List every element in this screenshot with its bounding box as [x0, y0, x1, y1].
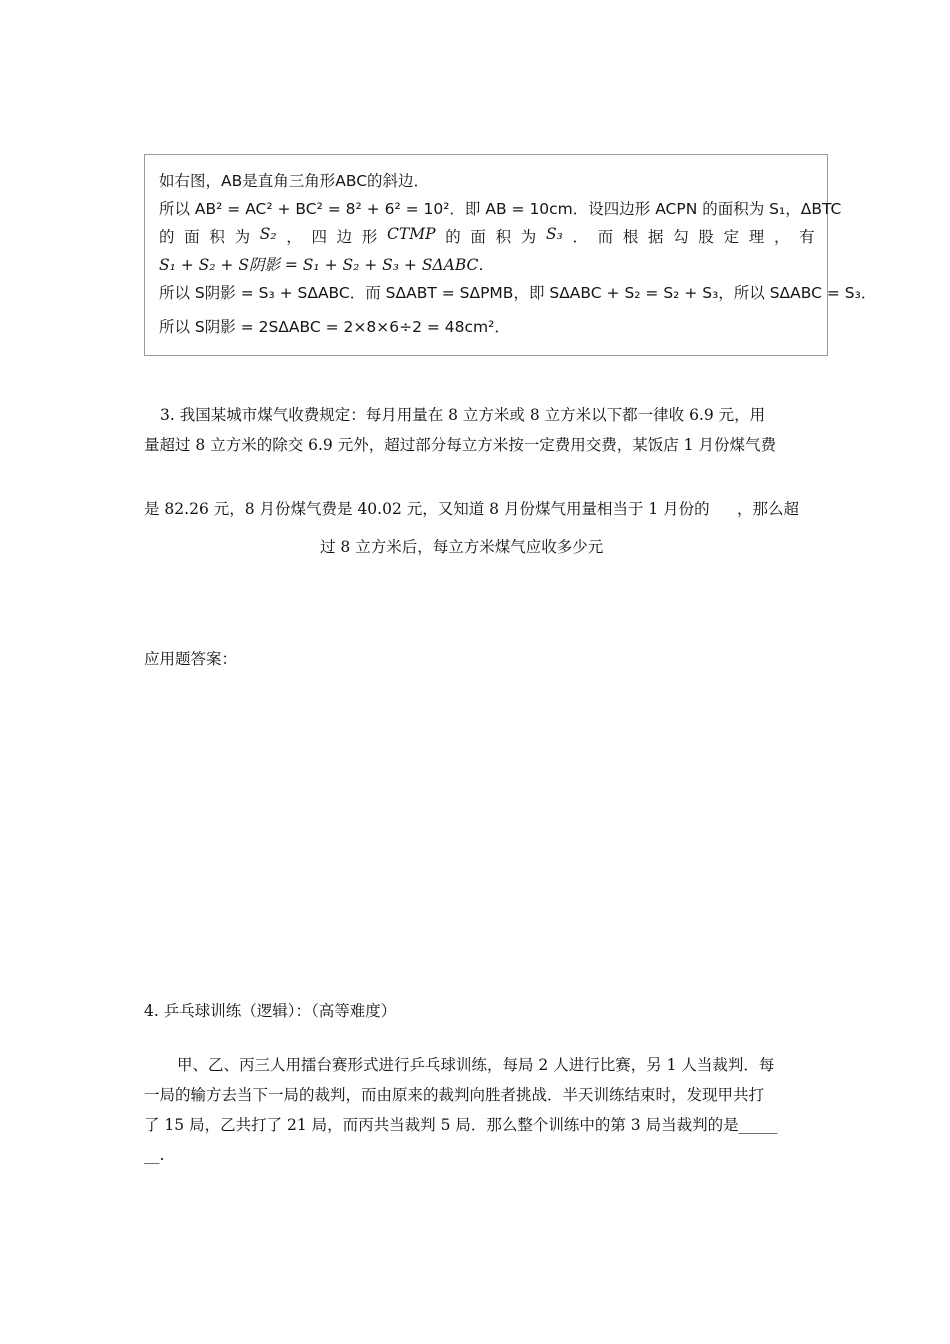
q4-line-4: __. [144, 1146, 165, 1164]
answer-label: 应用题答案： [144, 650, 238, 668]
q3-line-3b: ，那么超 [737, 500, 800, 518]
solution-line-2: 所以 AB² = AC² + BC² = 8² + 6² = 10²．即 AB = 10cm．设四边形 ACPN 的面积为 S₁，ΔBTC [159, 200, 842, 218]
solution-line-1: 如右图，AB是直角三角形ABC的斜边． [159, 172, 430, 190]
q4-title: 4. 乒乓球训练（逻辑）：（高等难度） [144, 1002, 397, 1020]
solution-line-6: 所以 S阴影 = 2SΔABC = 2×8×6÷2 = 48cm²． [159, 318, 510, 336]
q3-line-1: 3. 我国某城市煤气收费规定：每月用量在 8 立方米或 8 立方米以下都一律收 6.9 元，用 [160, 406, 766, 424]
q4-line-3: 了 15 局，乙共打了 21 局，而丙共当裁判 5 局．那么整个训练中的第 3 局当裁判的是_____ [144, 1116, 778, 1134]
solution-line-5: 所以 S阴影 = S₃ + SΔABC．而 SΔABT = SΔPMB，即 SΔABC + S₂ = S₂ + S₃，所以 SΔABC = S₃． [159, 284, 877, 302]
q3-line-3a: 是 82.26 元，8 月份煤气费是 40.02 元，又知道 8 月份煤气用量相当于 1 月份的 [144, 500, 710, 518]
solution-box [144, 154, 877, 356]
solution-line-3: 的 面 积 为 S₂ ， 四 边 形 CTMP 的 面 积 为 S₃ ． 而 根 据 勾 股 定 理 ， 有 [159, 225, 815, 246]
solution-line-4: S₁ + S₂ + S阴影 = S₁ + S₂ + S₃ + SΔABC． [159, 256, 494, 274]
q4-line-2: 一局的输方去当下一局的裁判，而由原来的裁判向胜者挑战．半天训练结束时，发现甲共打 [144, 1086, 765, 1104]
q3-line-2: 量超过 8 立方米的除交 6.9 元外，超过部分每立方米按一定费用交费，某饭店 1 月份煤气费 [144, 436, 776, 454]
q3-line-4: 过 8 立方米后，每立方米煤气应收多少元 [320, 538, 604, 556]
q4-line-1: 甲、乙、丙三人用擂台赛形式进行乒乓球训练，每局 2 人进行比赛，另 1 人当裁判．每 [177, 1056, 775, 1074]
